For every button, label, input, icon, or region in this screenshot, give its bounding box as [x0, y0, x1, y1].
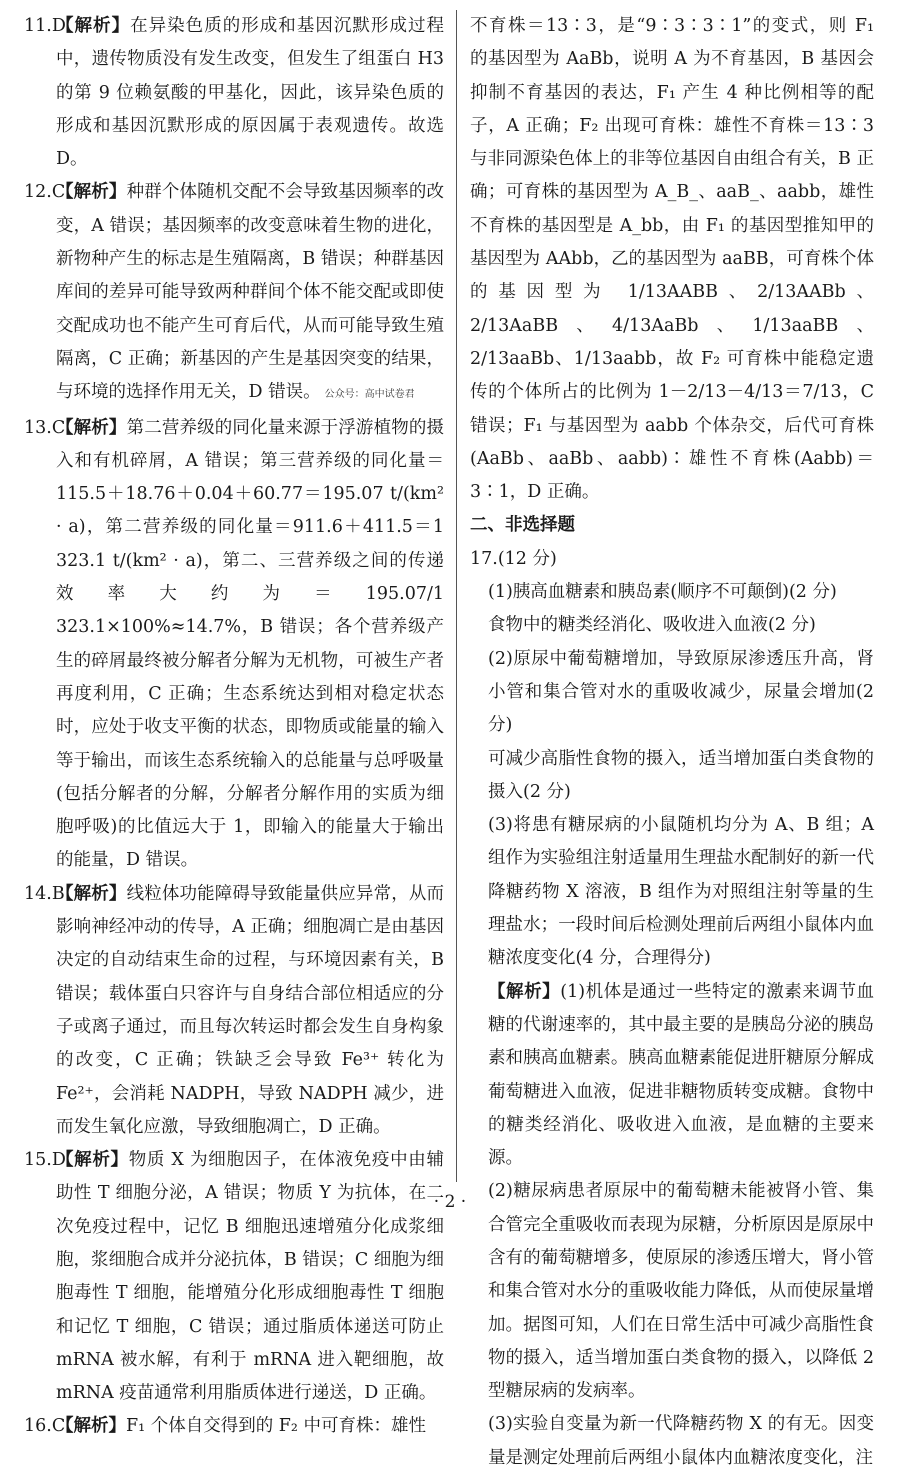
analysis-text: (1)机体是通过一些特定的激素来调节血糖的代谢速率的，其中最主要的是胰岛分泌的胰岛素和胰高血糖素。胰高血糖素能促进肝糖原分解成葡萄糖进入血液，促进非糖物质转变成糖。食物中的糖类经消化、吸收进入血液，是血糖的主要来源。: [488, 981, 875, 1169]
question-number: 16.C: [24, 1416, 66, 1437]
question-number: 14.B: [24, 883, 65, 904]
question-13: [24, 412, 444, 878]
analysis-text: F₁ 个体自交得到的 F₂ 中可育株：雄性: [126, 1416, 427, 1437]
question-14: [24, 878, 444, 1144]
analysis-tag: 【解析】: [56, 182, 127, 203]
analysis-part-2: (2)糖尿病患者原尿中的葡萄糖未能被肾小管、集合管完全重吸收而表现为尿糖，分析原因是原尿中含有的葡萄糖增多，使原尿的渗透压增大，肾小管和集合管对水分的重吸收能力降低，从而使尿量增加。据图可知，人们在日常生活中可减少高脂性食物的摄入，适当增加蛋白类食物的摄入，以降低 2 型糖尿病的发病率。: [488, 1181, 874, 1402]
analysis-part-3: (3)实验自变量为新一代降糖药物 X 的有无。因变量是测定处理前后两组小鼠体内血糖浓度变化，注: [488, 1414, 874, 1468]
analysis-part-1: [488, 976, 874, 1176]
answer-part-1a: (1)胰高血糖素和胰岛素(顺序不可颠倒)(2 分): [488, 582, 837, 603]
analysis-tag: 【解析】: [56, 417, 127, 438]
left-column: [24, 10, 444, 1444]
answer-part-3: (3)将患有糖尿病的小鼠随机均分为 A、B 组；A 组作为实验组注射适量用生理盐水配制好的新一代降糖药物 X 溶液，B 组作为对照组注射等量的生理盐水；一段时间后检测处理前后两组小鼠体内血糖浓度变化(4 分，合理得分): [488, 815, 874, 969]
page-number: · 2 ·: [433, 1192, 467, 1212]
right-column: [470, 10, 874, 1475]
analysis-tag: 【解析】: [56, 883, 127, 904]
question-17-heading: 17.(12 分): [470, 548, 557, 569]
question-11: [24, 10, 444, 176]
watermark-note: 公众号：高中试卷君: [324, 389, 415, 401]
analysis-tag: 【解析】: [56, 1416, 126, 1437]
question-number: 15.D: [24, 1150, 66, 1171]
analysis-text: 种群个体随机交配不会导致基因频率的改变，A 错误；基因频率的改变意味着生物的进化，新物种产生的标志是生殖隔离，B 错误；种群基因库间的差异可能导致两种群间个体不能交配或即使交配成功也不能产生可育后代，从而可能导致生殖隔离，C 正确；新基因的产生是基因突变的结果，与环境的选择作用无关，D 错误。: [56, 182, 445, 403]
question-number: 12.C: [24, 182, 66, 203]
answer-part-2b: 可减少高脂性食物的摄入，适当增加蛋白类食物的摄入(2 分): [488, 748, 874, 802]
analysis-text: 第二营养级的同化量来源于浮游植物的摄入和有机碎屑，A 错误；第三营养级的同化量＝115.5＋18.76＋0.04＋60.77＝195.07 t/(km² · a)，第二营养级的同化量＝911.6＋411.5＝1 323.1 t/(km² · a)，第二、三营养级之间的传递效率大约为＝195.07/1 323.1×100%≈14.7%，B 错误；各个营养级产生的碎屑最终被分解者分解为无机物，可被生产者再度利用，C 正确；生态系统达到相对稳定状态时，应处于收支平衡的状态，即物质或能量的输入等于输出，而该生态系统输入的总能量与总呼吸量(包括分解者的分解，分解者分解作用的实质为细胞呼吸)的比值远大于 1，即输入的能量大于输出的能量，D 错误。: [56, 417, 445, 871]
analysis-text: 物质 X 为细胞因子，在体液免疫中由辅助性 T 细胞分泌，A 错误；物质 Y 为抗体，在二次免疫过程中，记忆 B 细胞迅速增殖分化成浆细胞，浆细胞合成并分泌抗体，B 错误；C 细胞为细胞毒性 T 细胞，能增殖分化形成细胞毒性 T 细胞和记忆 T 细胞，C 错误；通过脂质体递送可防止 mRNA 被水解，有利于 mRNA 进入靶细胞，故 mRNA 疫苗通常利用脂质体进行递送，D 正确。: [56, 1150, 444, 1404]
column-divider: [456, 10, 457, 1182]
analysis-tag: 【解析】: [56, 16, 131, 36]
question-number: 13.C: [24, 417, 66, 438]
question-16-continued: 不育株＝13∶3，是“9∶3∶3∶1”的变式，则 F₁ 的基因型为 AaBb，说明 A 为不育基因，B 基因会抑制不育基因的表达，F₁ 产生 4 种比例相等的配子，A 正确；F₂ 出现可育株：雄性不育株＝13∶3与非同源染色体上的非等位基因自由组合有关，B 正确；可育株的基因型为 A_B_、aaB_、aabb，雄性不育株的基因型是 A_bb，由 F₁ 的基因型推知甲的基因型为 AAbb，乙的基因型为 aaBB，可育株个体的基因型为 1/13AABB、2/13AABb、2/13AaBB、4/13AaBb、1/13aaBB、2/13aaBb、1/13aabb，故 F₂ 可育株中能稳定遗传的个体所占的比例为 1－2/13－4/13＝7/13，C 错误；F₁ 与基因型为 aabb 个体杂交，后代可育株(AaBb、aaBb、aabb)∶雄性不育株(Aabb)＝3∶1，D 正确。: [470, 16, 874, 503]
analysis-tag: 【解析】: [56, 1150, 129, 1171]
answer-part-2a: (2)原尿中葡萄糖增加，导致原尿渗透压升高，肾小管和集合管对水的重吸收减少，尿量会增加(2 分): [488, 648, 874, 736]
analysis-tag: 【解析】: [488, 981, 561, 1002]
analysis-text: 在异染色质的形成和基因沉默形成过程中，遗传物质没有发生改变，但发生了组蛋白 H3 的第 9 位赖氨酸的甲基化，因此，该异染色质的形成和基因沉默形成的原因属于表观遗传。故选 D。: [56, 16, 445, 170]
section-heading: 二、非选择题: [470, 515, 575, 536]
question-12: [24, 176, 444, 411]
question-15: [24, 1144, 444, 1410]
question-16: [24, 1410, 444, 1443]
answer-part-1b: 食物中的糖类经消化、吸收进入血液(2 分): [488, 615, 816, 636]
analysis-text: 线粒体功能障碍导致能量供应异常，从而影响神经冲动的传导，A 正确；细胞凋亡是由基因决定的自动结束生命的过程，与环境因素有关，B 错误；载体蛋白只容许与自身结合部位相适应的分子或离子通过，而且每次转运时都会发生自身构象的改变，C 正确；铁缺乏会导致 Fe³⁺ 转化为 Fe²⁺，会消耗 NADPH，导致 NADPH 减少，进而发生氧化应激，导致细胞凋亡，D 正确。: [56, 883, 445, 1137]
question-number: 11.D: [24, 16, 66, 36]
